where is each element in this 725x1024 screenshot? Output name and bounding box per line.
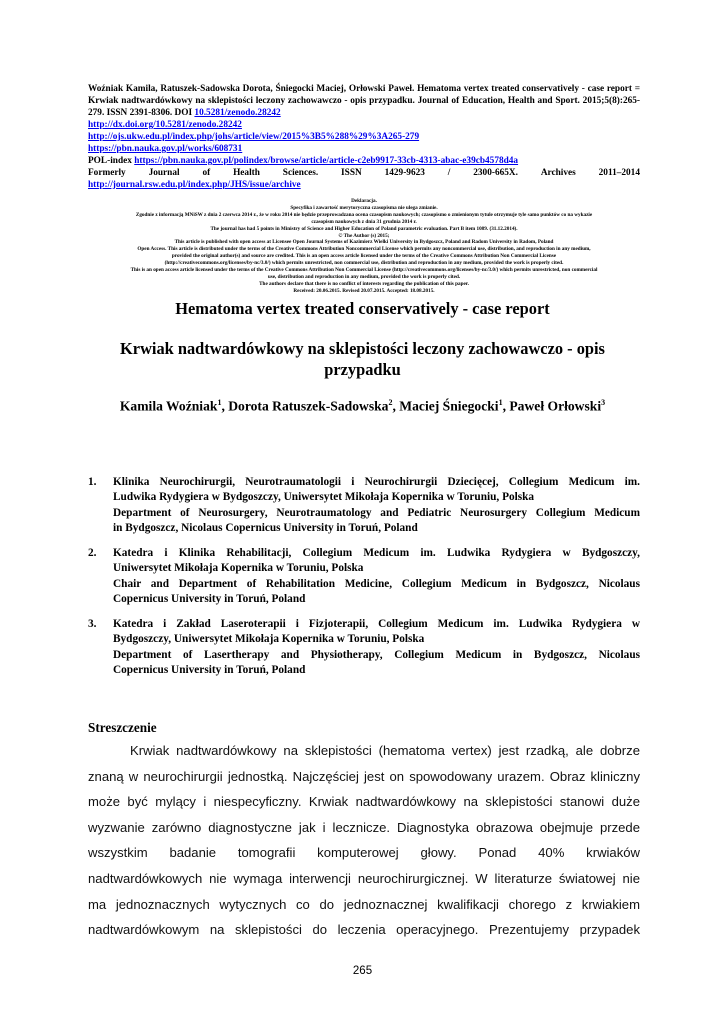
abstract-body [88, 738, 640, 943]
pbn-works-link[interactable]: https://pbn.nauka.gov.pl/works/608731 [88, 144, 243, 154]
page-number: 265 [352, 965, 373, 977]
declaration-line: Deklaracja. [351, 198, 377, 204]
declaration-line: Zgodnie z informacją MNiSW z dnia 2 czerwca 2014 r., że w roku 2014 nie będzie przeprowadzana ocena czasopism naukowych; czasopismo o zmienionym tytule otrzymuje tyle samo punktów co na wykazie [135, 211, 593, 218]
affiliation-line: Chair and Department of Rehabilitation Medicine, Collegium Medicum in Bydgoszcz, Nicolaus [113, 577, 640, 590]
polindex-link[interactable]: https://pbn.nauka.gov.pl/polindex/browse/article/article-c2eb9917-33cb-4313-abac-e39cb4578d4a [134, 156, 519, 166]
affiliation-line: Department of Lasertherapy and Physiotherapy, Collegium Medicum in Bydgoszcz, Nicolaus [113, 648, 640, 661]
formerly-word: Health [233, 168, 260, 178]
affiliation-line: Copernicus University in Toruń, Poland [113, 593, 306, 606]
affiliation-line: Klinika Neurochirurgii, Neurotraumatologii i Neurochirurgii Dziecięcej, Collegium Medicum im. [113, 476, 640, 488]
declaration-line: The journal has had 5 points in Ministry of Science and Higher Education of Poland parametric evaluation. Part B item 1089. (31.12.2014). [210, 225, 518, 232]
declaration-line: Specyfika i zawartość merytoryczna czasopisma nie ulega zmianie. [290, 204, 438, 211]
abstract-line: nadtwardówkowych nie wymaga interwencji neurochirurgicznej. W literaturze światowej nie [88, 870, 640, 886]
affiliation-number: 2. [88, 547, 97, 559]
affiliation-line: Bydgoszczy, Uniwersytet Mikołaja Kopernika w Toruniu, Polska [113, 633, 425, 646]
author-list: Kamila Woźniak$^1$, Dorota Ratuszek-Sadowska$^2$, Maciej Śniegocki$^1$, Paweł Orłowski$^3$ [119, 398, 606, 414]
declaration-line: Received: 20.06.2015. Revised 20.07.2015. Accepted: 18.08.2015. [293, 287, 435, 294]
author-name: Kamila Woźniak [119, 398, 218, 414]
formerly-word: Sciences. [282, 168, 319, 178]
formerly-word: of [202, 168, 211, 178]
affiliation-1 [88, 475, 640, 537]
author-affiliation-marker: 1 [498, 398, 503, 407]
author-affiliation-marker: 1 [217, 398, 222, 407]
author-affiliation-marker: 2 [388, 398, 393, 407]
citation-block [88, 83, 640, 191]
declaration-line: provided the original author(s) and source are credited. This is an open access article licensed under the terms of the Creative Commons Attribution Non Commercial License [171, 253, 557, 260]
citation-text: Woźniak Kamila, Ratuszek-Sadowska Dorota, Śniegocki Maciej, Orłowski Paweł. Hematoma vertex treated conservatively - case report = Krwiak nadtwardówkowy na sklepistości leczony zachowawczo - opis przypadku. Journal of Education, Health and Sport. 2015;5(8):265-279. ISSN 2391-8306. DOI 10.5281/zenodo.28242 [88, 84, 640, 118]
affiliation-number: 3. [88, 618, 97, 630]
affiliation-line: Uniwersytet Mikołaja Kopernika w Toruniu, Polska [113, 562, 364, 575]
declaration-line: use, distribution and reproduction in any medium, provided the work is properly cited. [267, 273, 461, 280]
polindex-line: POL-index https://pbn.nauka.gov.pl/polindex/browse/article/article-c2eb9917-33cb-4313-abac-e39cb4578d4a [88, 156, 519, 166]
abstract-line: wyzwanie zarówno diagnostyczne jak i lecznicze. Diagnostyka obrazowa obejmuje przede [88, 819, 640, 835]
abstract-line: ma jednoznacznych wytycznych co do jednoznacznej kwalifikacji chorego z krwiakiem [88, 896, 640, 912]
affiliation-2 [88, 546, 640, 608]
affiliation-line: in Bydgoszcz, Nicolaus Copernicus University in Toruń, Poland [113, 522, 418, 535]
abstract-line: Krwiak nadtwardówkowy na sklepistości (hematoma vertex) jest rzadką, ale dobrze [130, 743, 640, 758]
abstract-heading: Streszczenie [88, 720, 157, 735]
formerly-word: 2011–2014 [598, 168, 640, 178]
affiliation-line: Katedra i Zakład Laseroterapii i Fizjoterapii, Collegium Medicum im. Ludwika Rydygiera w [113, 618, 640, 630]
declaration-line: Open Access. This article is distributed under the terms of the Creative Commons Attribution Noncommercial License which permits any noncommercial use, distribution, and reproduction in any medium, [137, 246, 591, 253]
formerly-word: / [447, 168, 451, 178]
formerly-word: Formerly [88, 168, 126, 178]
title-polish [60, 338, 665, 380]
abstract-line: wszystkim badanie tomografii komputerowej głowy. Ponad 40% krwiaków [88, 845, 640, 861]
title-english: Hematoma vertex treated conservatively - case report [175, 299, 550, 318]
declaration-line: czasopism naukowych z dnia 31 grudnia 2014 r. [311, 218, 417, 225]
ojs-article-link[interactable]: http://ojs.ukw.edu.pl/index.php/johs/article/view/2015%3B5%288%29%3A265-279 [88, 132, 420, 142]
author-name: Dorota Ratuszek-Sadowska [228, 398, 389, 414]
title-polish-line-2: przypadku [324, 360, 401, 379]
formerly-word: Archives [540, 168, 576, 178]
formerly-word: 1429-9623 [384, 168, 425, 178]
archive-link[interactable]: http://journal.rsw.edu.pl/index.php/JHS/issue/archive [88, 180, 301, 190]
title-polish-line-1: Krwiak nadtwardówkowy na sklepistości leczony zachowawczo - opis [120, 339, 605, 358]
declaration-line: © The Author (s) 2015; [338, 232, 390, 239]
affiliation-line: Ludwika Rydygiera w Bydgoszczy, Uniwersytet Mikołaja Kopernika w Toruniu, Polska [113, 491, 535, 504]
author-name: Maciej Śniegocki [399, 398, 499, 414]
author-affiliation-marker: 3 [601, 398, 606, 407]
declaration-block [52, 198, 676, 295]
doi-url-link[interactable]: http://dx.doi.org/10.5281/zenodo.28242 [88, 120, 242, 130]
declaration-line: This article is published with open access at Licensee Open Journal Systems of Kazimierz Wielki University in Bydgoszcz, Poland and Radom University in Radom, Poland [174, 239, 554, 246]
author-name: Paweł Orłowski [509, 398, 602, 414]
abstract-line: znaną w neurochirurgii jednostką. Najczęściej jest on spowodowany urazem. Obraz kliniczny [88, 768, 640, 784]
doi-link[interactable]: 10.5281/zenodo.28242 [194, 108, 281, 118]
formerly-word: ISSN [341, 168, 362, 178]
declaration-line: This is an open access article licensed under the terms of the Creative Commons Attribution Non Commercial License (http://creativecommons.org/licenses/by-nc/3.0/) which permits unrestricted, non commercial [130, 267, 598, 274]
abstract-line: może być mylący i niespecyficzny. Krwiak nadtwardówkowy na sklepistości stanowi duże [88, 794, 640, 810]
affiliation-3 [88, 617, 640, 679]
formerly-word: 2300-665X. [473, 168, 518, 178]
affiliation-line: Copernicus University in Toruń, Poland [113, 664, 306, 677]
declaration-line: (http://creativecommons.org/licenses/by-nc/3.0/) which permits unrestricted, non commercial use, distribution and reproduction in any medium, provided the work is properly cited. [164, 260, 564, 267]
formerly-word: Journal [148, 168, 180, 178]
abstract-line: nadtwardówkowym na sklepistości do leczenia operacyjnego. Prezentujemy przypadek [88, 922, 640, 938]
affiliation-line: Katedra i Klinika Rehabilitacji, Collegium Medicum im. Ludwika Rydygiera w Bydgoszczy, [113, 547, 640, 559]
affiliation-number: 1. [88, 476, 97, 488]
affiliation-line: Department of Neurosurgery, Neurotraumatology and Pediatric Neurosurgery Collegium Medicum [113, 506, 640, 519]
formerly-line [88, 167, 640, 179]
declaration-line: The authors declare that there is no conflict of interests regarding the publication of this paper. [259, 280, 469, 287]
